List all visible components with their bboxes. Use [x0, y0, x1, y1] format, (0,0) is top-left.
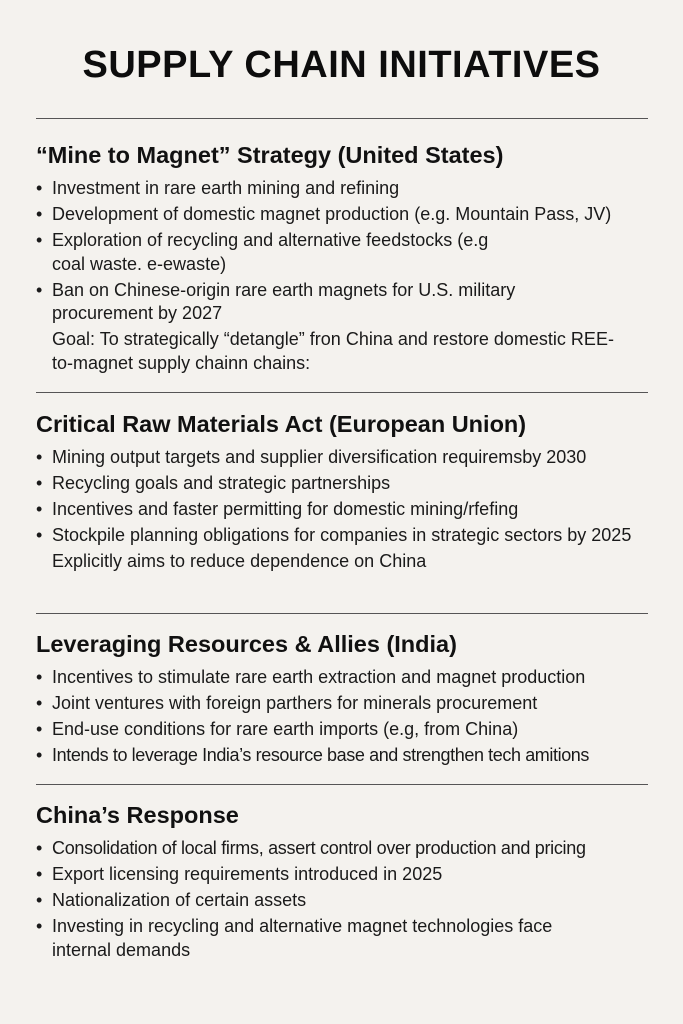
bullet-icon: • [36, 473, 43, 493]
list-item [36, 744, 656, 768]
list-item-text: Incentives to stimulate rare earth extraction and magnet production [52, 667, 586, 687]
list-item [36, 229, 656, 276]
list-item [36, 889, 656, 913]
list-item-text: Incentives and faster permitting for domestic mining/rfefing [52, 499, 519, 519]
bullet-icon: • [36, 838, 43, 858]
list-item [36, 863, 656, 887]
section-heading: Critical Raw Materials Act (European Union) [36, 411, 527, 437]
bullet-list [36, 666, 656, 768]
list-item-text: Exploration of recycling and alternative feedstocks (e.g coal waste. e-ewaste) [52, 230, 489, 274]
list-item [36, 498, 656, 522]
bullet-icon: • [36, 525, 43, 545]
section-china [36, 800, 656, 965]
list-item-text: Nationalization of certain assets [52, 890, 307, 910]
page-title: SUPPLY CHAIN INITIATIVES [82, 44, 601, 86]
list-item [36, 177, 656, 201]
bullet-icon: • [36, 447, 43, 467]
bullet-icon: • [36, 178, 43, 198]
list-item-text: Ban on Chinese-origin rare earth magnets for U.S. military procurement by 2027 [52, 279, 516, 323]
list-item-text: Investing in recycling and alternative magnet technologies face internal demands [52, 916, 553, 960]
divider [36, 613, 648, 614]
bullet-icon: • [36, 864, 43, 884]
section-note: Explicitly aims to reduce dependence on China [52, 551, 427, 571]
list-item-text: Stockpile planning obligations for companies in strategic sectors by 2025 [52, 525, 632, 545]
bullet-list [36, 177, 656, 326]
list-item [36, 472, 656, 496]
bullet-icon: • [36, 916, 43, 936]
list-item [36, 446, 656, 470]
bullet-icon: • [36, 499, 43, 519]
list-item-text: Consolidation of local firms, assert control over production and pricing [52, 838, 586, 858]
bullet-icon: • [36, 667, 43, 687]
section-united-states [36, 140, 656, 375]
list-item-text: Intends to leverage India’s resource base and strengthen tech amitions [52, 745, 590, 765]
list-item-text: Export licensing requirements introduced in 2025 [52, 864, 443, 884]
list-item-text: Joint ventures with foreign parthers for minerals procurement [52, 693, 538, 713]
divider [36, 392, 648, 393]
section-heading: China’s Response [36, 802, 239, 828]
list-item [36, 692, 656, 716]
bullet-icon: • [36, 693, 43, 713]
section-european-union [36, 409, 656, 574]
list-item-text: Recycling goals and strategic partnerships [52, 473, 391, 493]
bullet-icon: • [36, 230, 43, 250]
bullet-icon: • [36, 279, 43, 300]
list-item [36, 837, 656, 861]
bullet-icon: • [36, 204, 43, 224]
list-item-text: Investment in rare earth mining and refining [52, 178, 400, 198]
section-india [36, 629, 656, 770]
list-item [36, 718, 656, 742]
list-item [36, 524, 656, 548]
bullet-list [36, 446, 656, 548]
section-heading: Leveraging Resources & Allies (India) [36, 631, 457, 657]
bullet-icon: • [36, 745, 42, 765]
bullet-list [36, 837, 656, 962]
bullet-icon: • [36, 890, 43, 910]
list-item [36, 203, 656, 227]
divider [36, 118, 648, 119]
bullet-icon: • [36, 719, 43, 739]
list-item-text: Development of domestic magnet production (e.g. Mountain Pass, JV) [52, 204, 612, 224]
list-item [36, 666, 656, 690]
list-item [36, 279, 656, 326]
list-item-text: Mining output targets and supplier diversification requiremsby 2030 [52, 447, 587, 467]
list-item-text: End-use conditions for rare earth imports (e.g, from China) [52, 719, 519, 739]
divider [36, 784, 648, 785]
section-heading: “Mine to Magnet” Strategy (United States) [36, 142, 504, 168]
list-item [36, 915, 656, 962]
section-goal-note: Goal: To strategically “detangle” fron China and restore domestic REE-to-magnet supply chainn chains: [52, 329, 614, 373]
